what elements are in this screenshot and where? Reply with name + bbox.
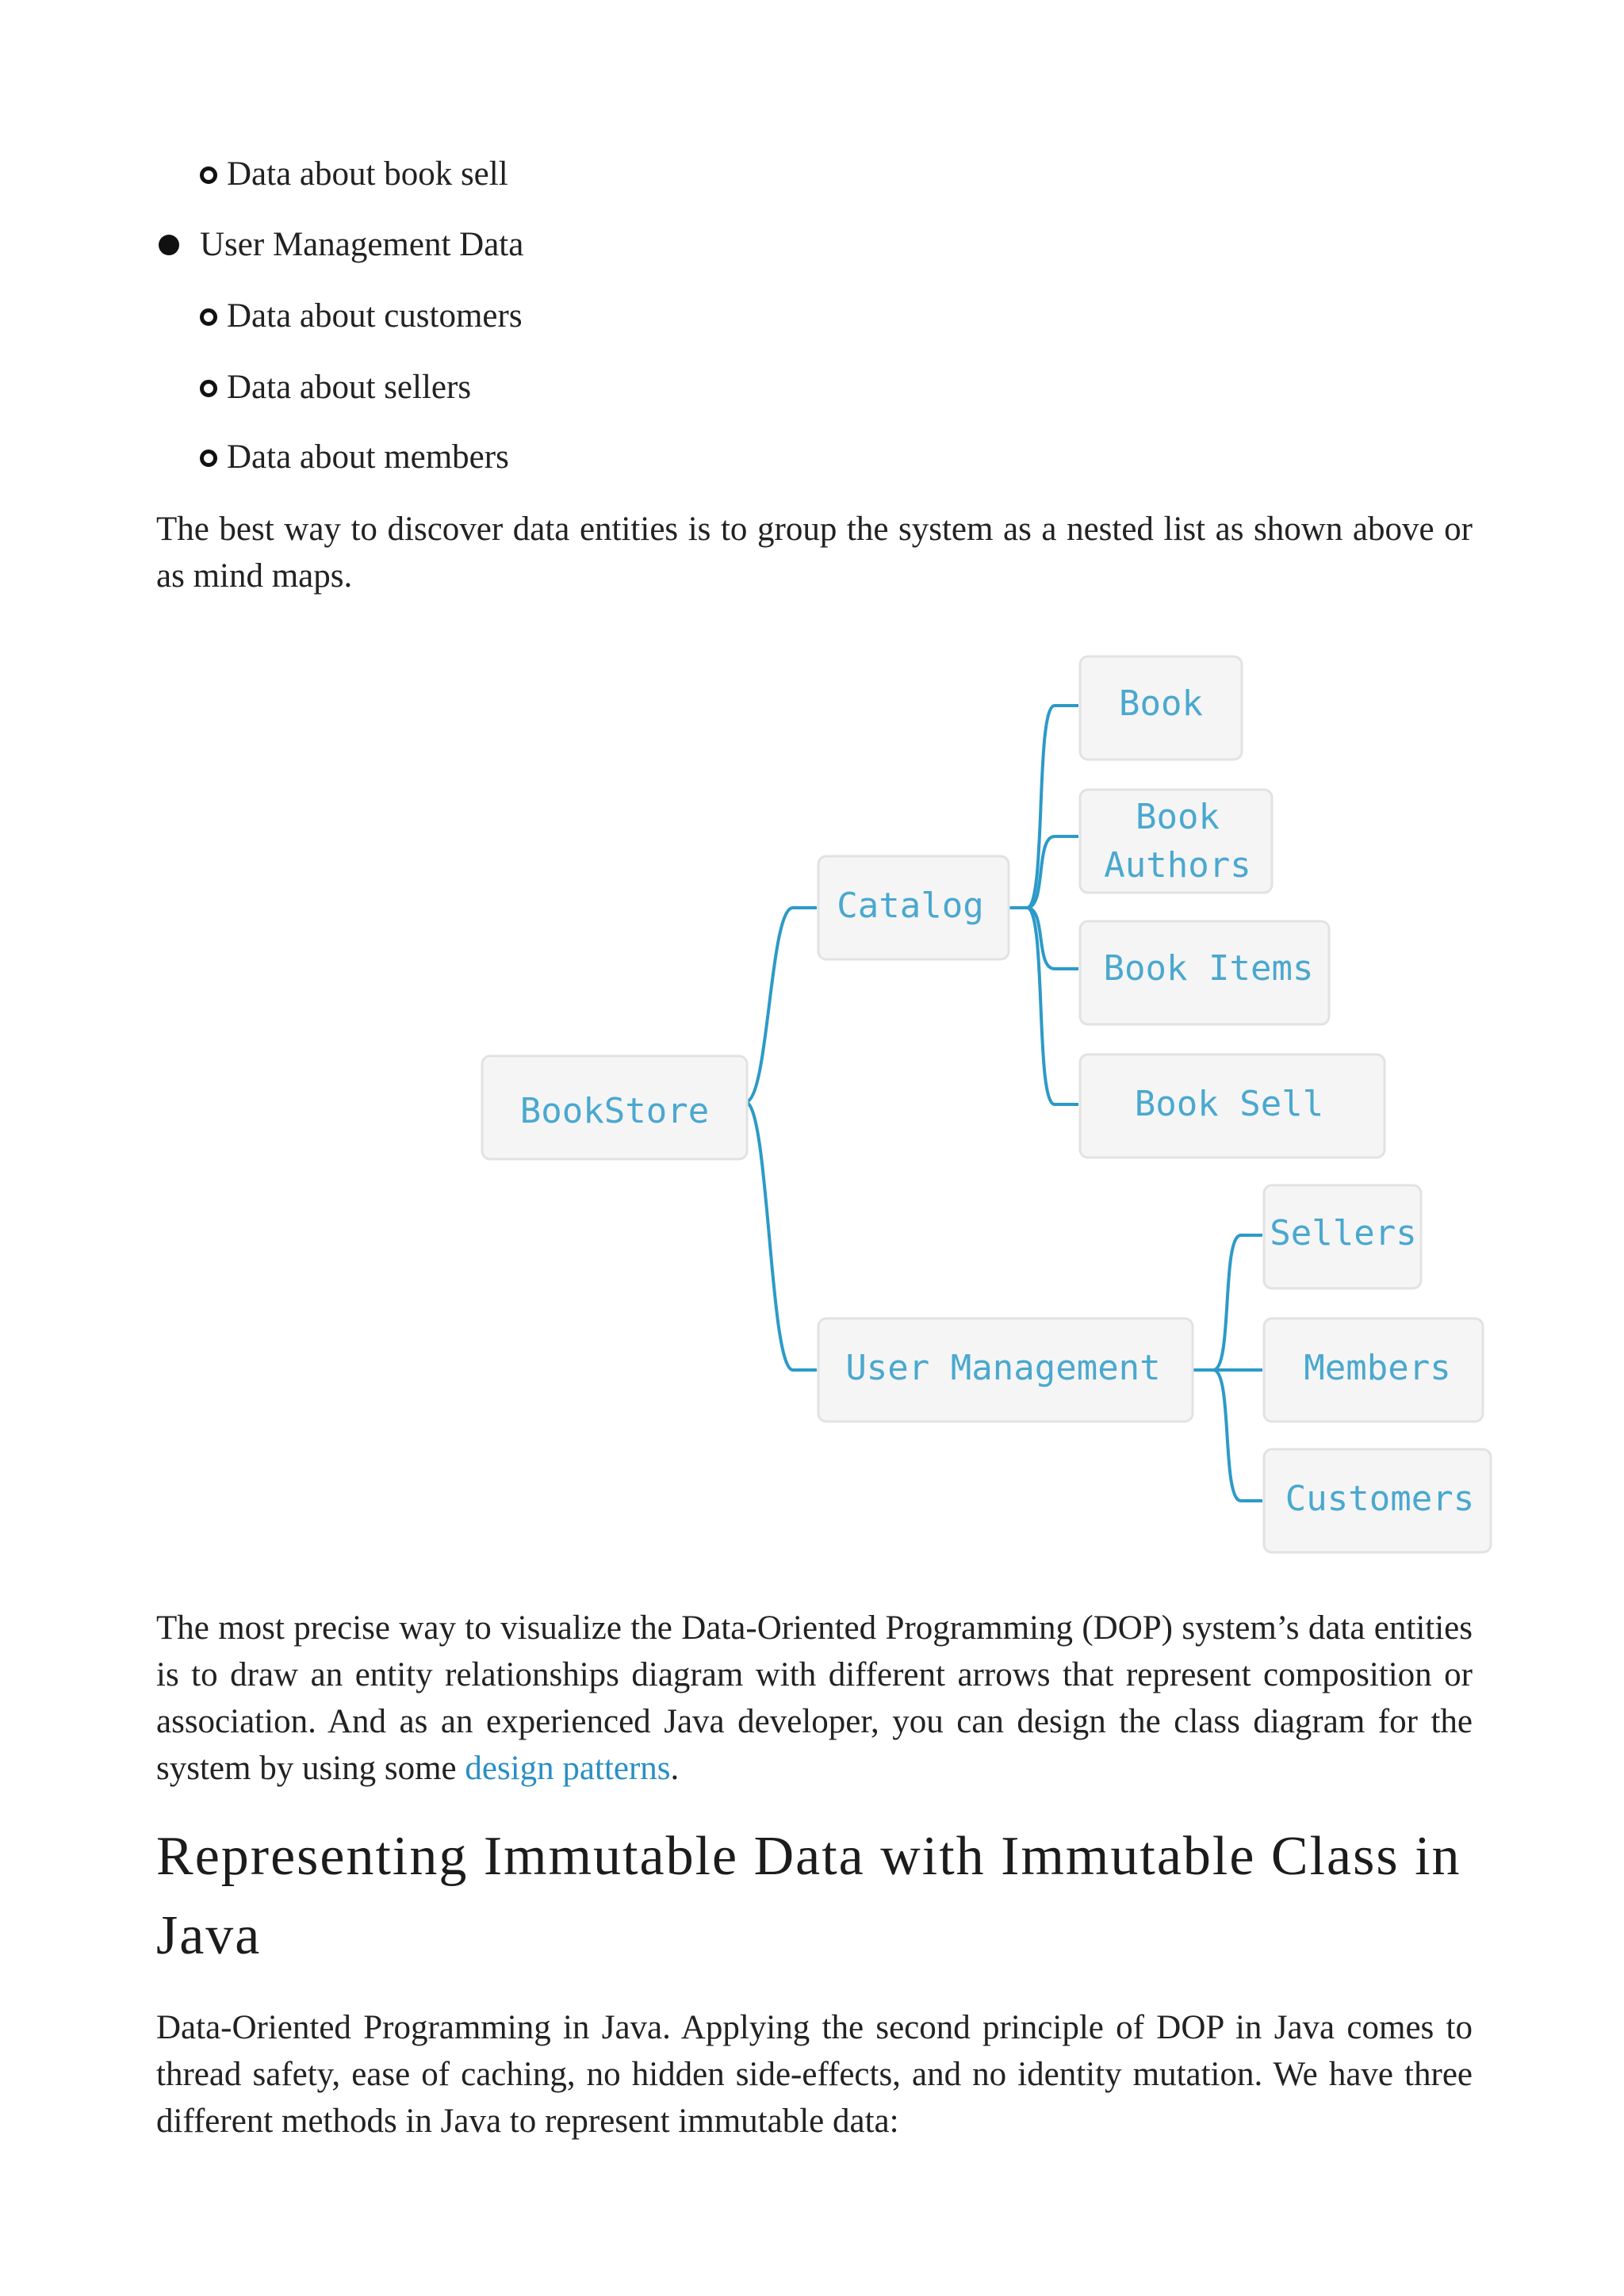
paragraph-end: . (670, 1750, 680, 1787)
edge-bookstore-catalog (745, 908, 817, 1102)
list-item-label: Data about members (227, 438, 509, 476)
node-members (1264, 1318, 1483, 1422)
node-book-items-label: Book Items (1103, 948, 1314, 989)
node-book (1080, 656, 1242, 760)
section-heading: Representing Immutable Data with Immutable Class in Java (156, 1826, 1461, 1966)
node-book-authors-label-line2: Authors (1104, 845, 1251, 886)
node-book-items (1080, 921, 1329, 1024)
list-item-label: Data about sellers (227, 369, 472, 406)
node-user-management (818, 1318, 1193, 1422)
list-item-label: User Management Data (200, 226, 524, 263)
node-sellers (1264, 1185, 1421, 1288)
node-catalog-label: Catalog (837, 886, 984, 926)
list-item-label: Data about book sell (227, 155, 508, 193)
intro-paragraph: The best way to discover data entities is to group the system as a nested list as shown above or as mind maps. (156, 511, 1473, 595)
edge-user-management-sellers (1193, 1235, 1262, 1370)
immutable-data-paragraph: Data-Oriented Programming in Java. Applying the second principle of DOP in Java comes to thread safety, ease of caching, no hidden side-effects, and no identity mutation. We have three different methods in Java to represent immutable data: (156, 2009, 1473, 2140)
list-item-label: Data about customers (227, 297, 523, 335)
node-book-authors-label-line1: Book (1136, 797, 1220, 837)
node-bookstore (482, 1056, 747, 1159)
paragraph-text: The most precise way to visualize the Data-Oriented Programming (DOP) system’s data entities is to draw an entity relationships diagram with different arrows that represent composition or association. And as an experienced Java developer, you can design the class diagram for the system by using some (156, 1609, 1473, 1787)
edge-catalog-book-sell (1027, 908, 1078, 1104)
node-book-label: Book (1119, 683, 1203, 724)
node-book-authors (1080, 790, 1272, 893)
node-members-label: Members (1304, 1348, 1451, 1388)
node-user-management-label: User Management (845, 1348, 1161, 1388)
edge-catalog-book (1007, 706, 1078, 908)
node-book-sell-label: Book Sell (1134, 1084, 1324, 1124)
node-book-sell (1080, 1054, 1385, 1158)
edge-bookstore-user-management (745, 1102, 817, 1370)
node-customers-label: Customers (1285, 1479, 1475, 1519)
node-catalog (818, 856, 1009, 959)
dop-visualization-paragraph (156, 1605, 1473, 1792)
node-bookstore-label: BookStore (519, 1091, 710, 1131)
node-sellers-label: Sellers (1270, 1213, 1417, 1253)
edge-user-management-customers (1213, 1370, 1262, 1501)
node-customers (1264, 1449, 1491, 1552)
design-patterns-link[interactable]: design patterns (465, 1750, 671, 1787)
